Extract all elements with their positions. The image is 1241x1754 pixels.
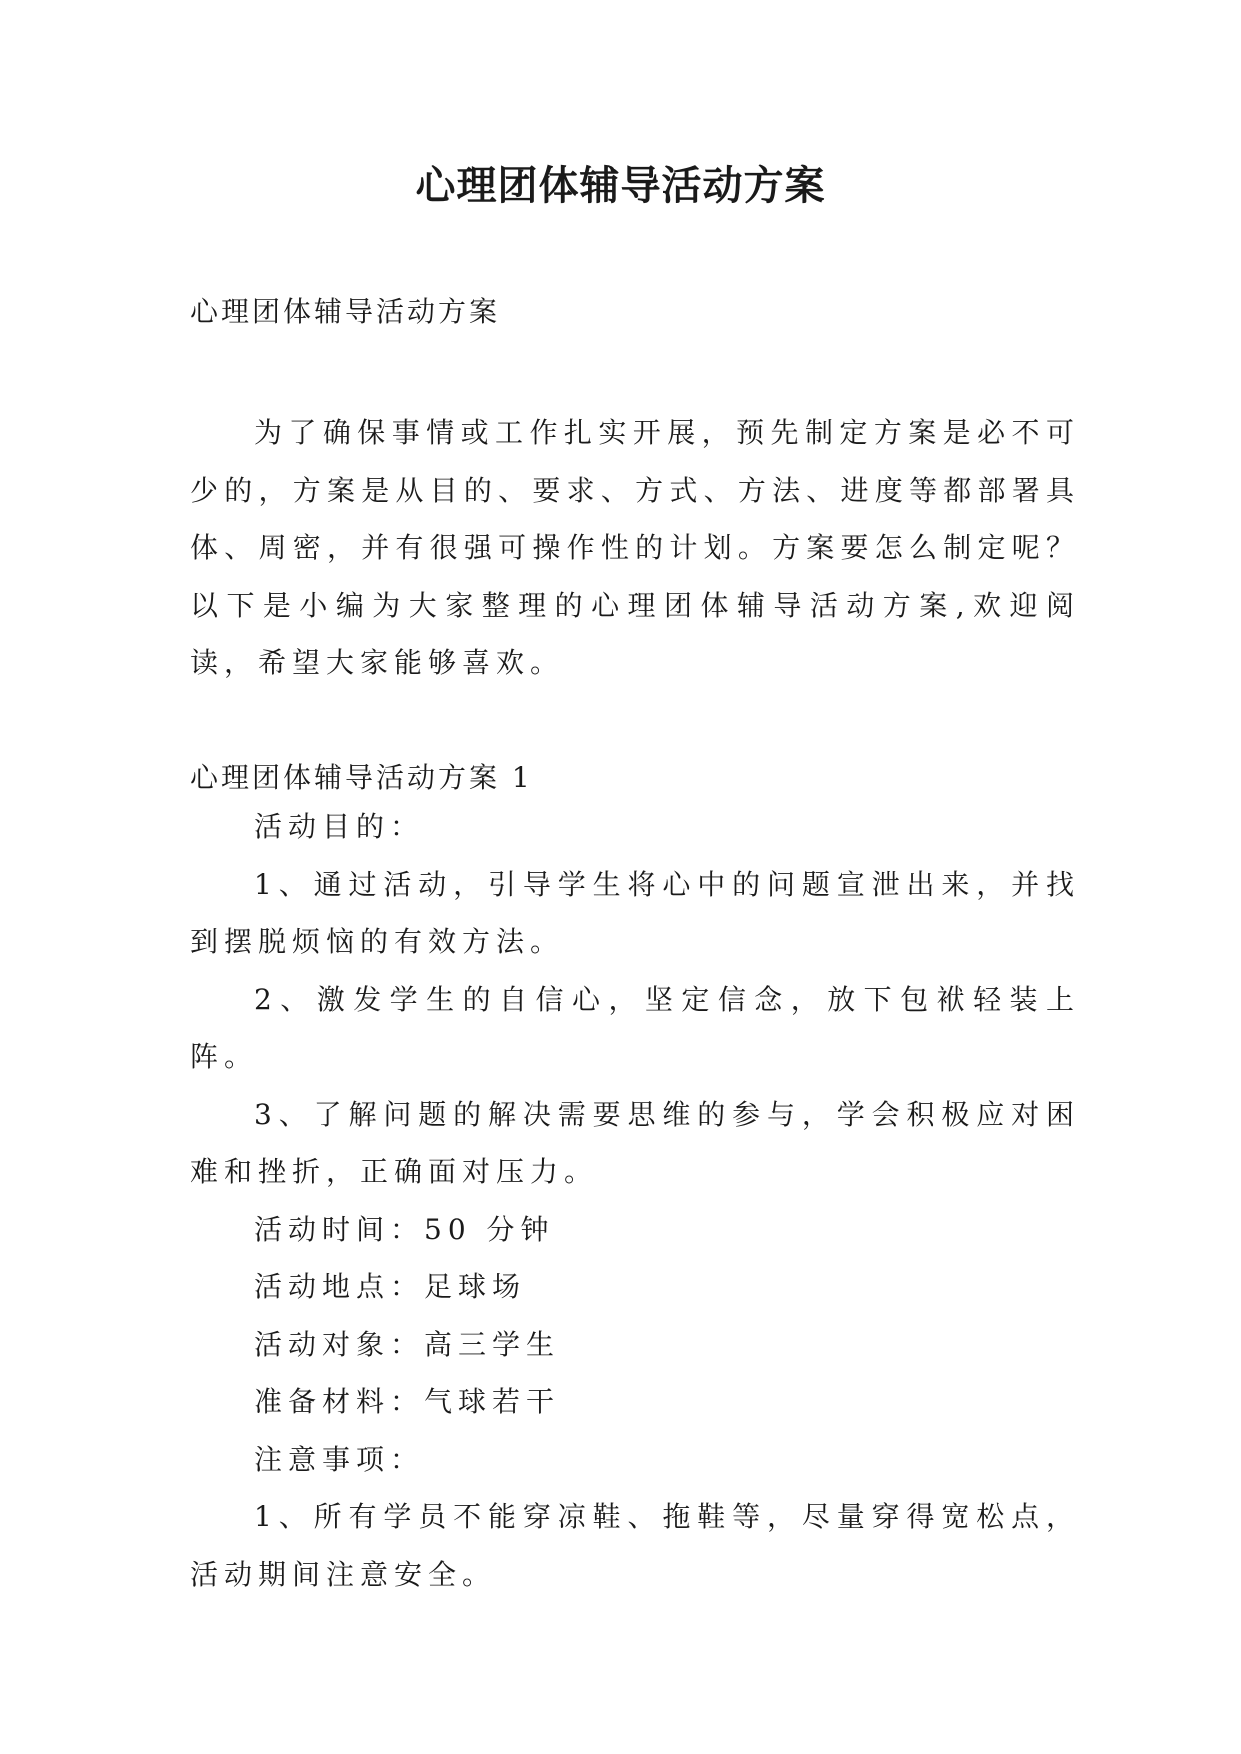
paragraph-purpose-3: 3、了解问题的解决需要思维的参与，学会积极应对困难和挫折，正确面对压力。 [190,1097,1080,1188]
paragraph-activity-target: 活动对象：高三学生 [254,1327,561,1361]
section-1 [190,758,1080,1603]
paragraph-activity-location: 活动地点：足球场 [254,1270,527,1303]
paragraph-notes-heading: 注意事项： [254,1442,425,1476]
section-heading: 心理团体辅导活动方案 1 [190,761,533,794]
intro-paragraph: 为了确保事情或工作扎实开展，预先制定方案是必不可少的，方案是从目的、要求、方式、方法、进度等都部署具体、周密，并有很强可操作性的计划。方案要怎么制定呢？以下是小编为大家整理的心理团体辅导活动方案,欢迎阅读，希望大家能够喜欢。 [190,416,1080,679]
paragraph-activity-time: 活动时间：50 分钟 [254,1212,555,1246]
paragraph-note-1: 1、所有学员不能穿凉鞋、拖鞋等，尽量穿得宽松点，活动期间注意安全。 [190,1500,1080,1591]
paragraph-materials: 准备材料：气球若干 [254,1385,561,1418]
paragraph-purpose-1: 1、通过活动，引导学生将心中的问题宣泄出来，并找到摆脱烦恼的有效方法。 [190,867,1080,958]
paragraph-purpose-2: 2、激发学生的自信心，坚定信念，放下包袱轻装上阵。 [190,982,1080,1073]
document-title: 心理团体辅导活动方案 [415,162,826,209]
document-subtitle: 心理团体辅导活动方案 [190,295,501,328]
paragraph-activity-purpose: 活动目的： [254,810,425,843]
